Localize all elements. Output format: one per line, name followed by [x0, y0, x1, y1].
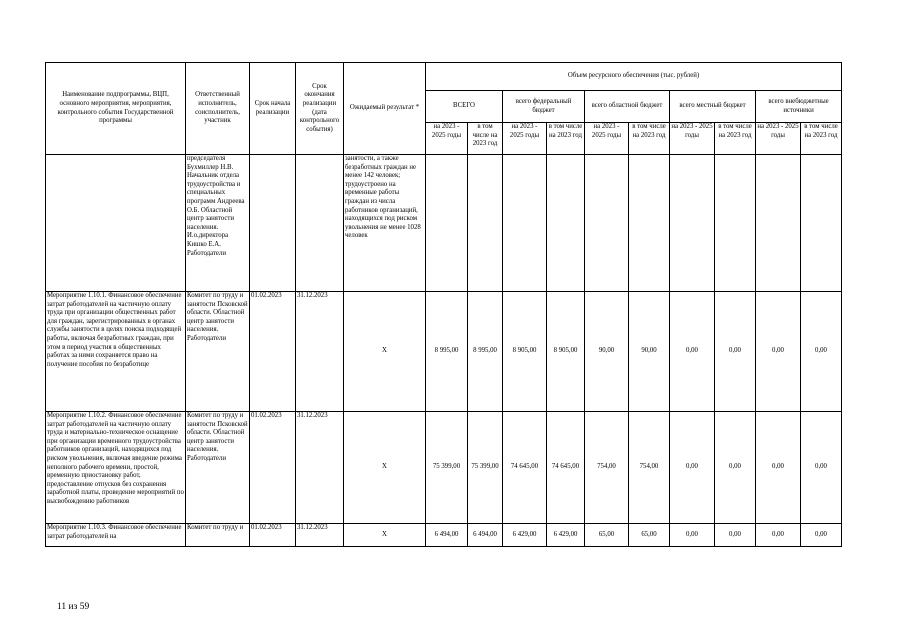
table-row	[46, 155, 842, 292]
row-executor-cell: председателя Бухмиллер Н.В. Начальник отдела трудоустройства и специальных программ Андреева О.Б. Областной центр занятости населения. И.о.директора Кишко Е.А. Работодатели	[186, 155, 250, 292]
row-value-cell	[756, 155, 801, 292]
subheader-year: в том числе на 2023 год	[801, 123, 842, 155]
row-value-cell: 0,00	[715, 292, 756, 412]
header-executor: Ответственный исполнитель, соисполнитель, участник	[186, 63, 250, 155]
page-number: 11 из 59	[57, 602, 90, 612]
row-value-cell: 0,00	[801, 292, 842, 412]
row-value-cell: 75 399,00	[426, 412, 468, 524]
row-value-cell: 74 645,00	[547, 412, 585, 524]
row-value-cell: 0,00	[756, 524, 801, 547]
row-start-cell	[250, 155, 296, 292]
row-value-cell	[468, 155, 503, 292]
table-row	[46, 292, 842, 412]
row-end-cell: 31.12.2023	[296, 412, 344, 524]
row-value-cell: 6 429,00	[503, 524, 547, 547]
row-result-cell: Х	[344, 292, 426, 412]
resource-table	[45, 62, 842, 547]
row-value-cell: 90,00	[585, 292, 629, 412]
table-row	[46, 412, 842, 524]
row-name-cell: Мероприятие 1.10.2. Финансовое обеспечение затрат работодателей на частичную оплату труда и материально-техническое оснащение при организации временного трудоустройства работников организаций, находящихся под риском увольнения, включая введение режима неполного рабочего времени, простой, временную приостановку работ, предоставление отпусков без сохранения заработной платы, проведение мероприятий по высвобождению работников	[46, 412, 186, 524]
row-value-cell: 0,00	[670, 412, 715, 524]
table-body	[46, 155, 842, 547]
row-value-cell	[670, 155, 715, 292]
row-result-cell: занятости, а также безработных граждан не менее 142 человек; трудоустроено на временные работы граждан из числа работников организаций, находящихся под риском увольнения не менее 1028 человек	[344, 155, 426, 292]
row-value-cell: 0,00	[801, 412, 842, 524]
subheader-period: на 2023 - 2025 годы	[670, 123, 715, 155]
subheader-period: на 2023 - 2025 годы	[756, 123, 801, 155]
row-value-cell: 0,00	[801, 524, 842, 547]
row-value-cell: 0,00	[670, 292, 715, 412]
row-end-cell	[296, 155, 344, 292]
row-value-cell: 0,00	[756, 412, 801, 524]
row-value-cell	[547, 155, 585, 292]
header-group-regional: всего областной бюджет	[585, 91, 670, 123]
row-name-cell	[46, 155, 186, 292]
subheader-year: в том числе на 2023 год	[468, 123, 503, 155]
row-value-cell: 0,00	[670, 524, 715, 547]
row-value-cell: 90,00	[629, 292, 670, 412]
row-value-cell: 6 494,00	[468, 524, 503, 547]
row-name-cell: Мероприятие 1.10.3. Финансовое обеспечение затрат работодателей на	[46, 524, 186, 547]
header-start: Срок начала реализации	[250, 63, 296, 155]
header-resource: Объем ресурсного обеспечения (тыс. рублей)	[426, 63, 842, 91]
row-start-cell: 01.02.2023	[250, 292, 296, 412]
row-value-cell: 8 995,00	[426, 292, 468, 412]
row-value-cell: 754,00	[585, 412, 629, 524]
row-value-cell	[585, 155, 629, 292]
row-executor-cell: Комитет по труду и занятости Псковской области. Областной центр занятости населения. Работодатели	[186, 292, 250, 412]
subheader-year: в том числе на 2023 год	[715, 123, 756, 155]
row-end-cell: 31.12.2023	[296, 292, 344, 412]
row-end-cell: 31.12.2023	[296, 524, 344, 547]
subheader-year: в том числе на 2023 год	[629, 123, 670, 155]
row-value-cell: 6 494,00	[426, 524, 468, 547]
header-name: Наименование подпрограммы, ВЦП, основного мероприятия, мероприятия, контрольного события Государственной программы	[46, 63, 186, 155]
subheader-period: на 2023 - 2025 годы	[503, 123, 547, 155]
row-value-cell: 0,00	[756, 292, 801, 412]
header-result: Ожидаемый результат *	[344, 63, 426, 155]
row-result-cell: Х	[344, 412, 426, 524]
row-value-cell: 0,00	[715, 524, 756, 547]
row-start-cell: 01.02.2023	[250, 524, 296, 547]
row-value-cell	[801, 155, 842, 292]
row-result-cell: Х	[344, 524, 426, 547]
row-executor-cell: Комитет по труду и	[186, 524, 250, 547]
table-row	[46, 524, 842, 547]
row-value-cell: 754,00	[629, 412, 670, 524]
header-group-federal: всего федеральный бюджет	[503, 91, 585, 123]
row-value-cell	[503, 155, 547, 292]
subheader-year: в том числе на 2023 год	[547, 123, 585, 155]
row-value-cell	[426, 155, 468, 292]
header-end: Срок окончания реализации (дата контрольного события)	[296, 63, 344, 155]
row-value-cell: 8 995,00	[468, 292, 503, 412]
row-value-cell	[715, 155, 756, 292]
subheader-period: на 2023 - 2025 годы	[426, 123, 468, 155]
row-value-cell	[629, 155, 670, 292]
row-value-cell: 8 905,00	[503, 292, 547, 412]
row-executor-cell: Комитет по труду и занятости Псковской области. Областной центр занятости населения. Работодатели	[186, 412, 250, 524]
row-value-cell: 8 905,00	[547, 292, 585, 412]
row-value-cell: 75 399,00	[468, 412, 503, 524]
header-group-total: ВСЕГО	[426, 91, 503, 123]
header-group-local: всего местный бюджет	[670, 91, 756, 123]
row-value-cell: 74 645,00	[503, 412, 547, 524]
row-start-cell: 01.02.2023	[250, 412, 296, 524]
row-value-cell: 6 429,00	[547, 524, 585, 547]
row-value-cell: 65,00	[629, 524, 670, 547]
row-value-cell: 0,00	[715, 412, 756, 524]
row-name-cell: Мероприятие 1.10.1. Финансовое обеспечение затрат работодателей на частичную оплату труда при организации общественных работ для граждан, зарегистрированных в органах службы занятости в целях поиска подходящей работы, включая безработных граждан, при этом в период участия в общественных работах за ними сохраняется право на получение пособия по безработице	[46, 292, 186, 412]
row-value-cell: 65,00	[585, 524, 629, 547]
header-group-extrabudget: всего внебюджетные источники	[756, 91, 842, 123]
subheader-period: на 2023 - 2025 годы	[585, 123, 629, 155]
